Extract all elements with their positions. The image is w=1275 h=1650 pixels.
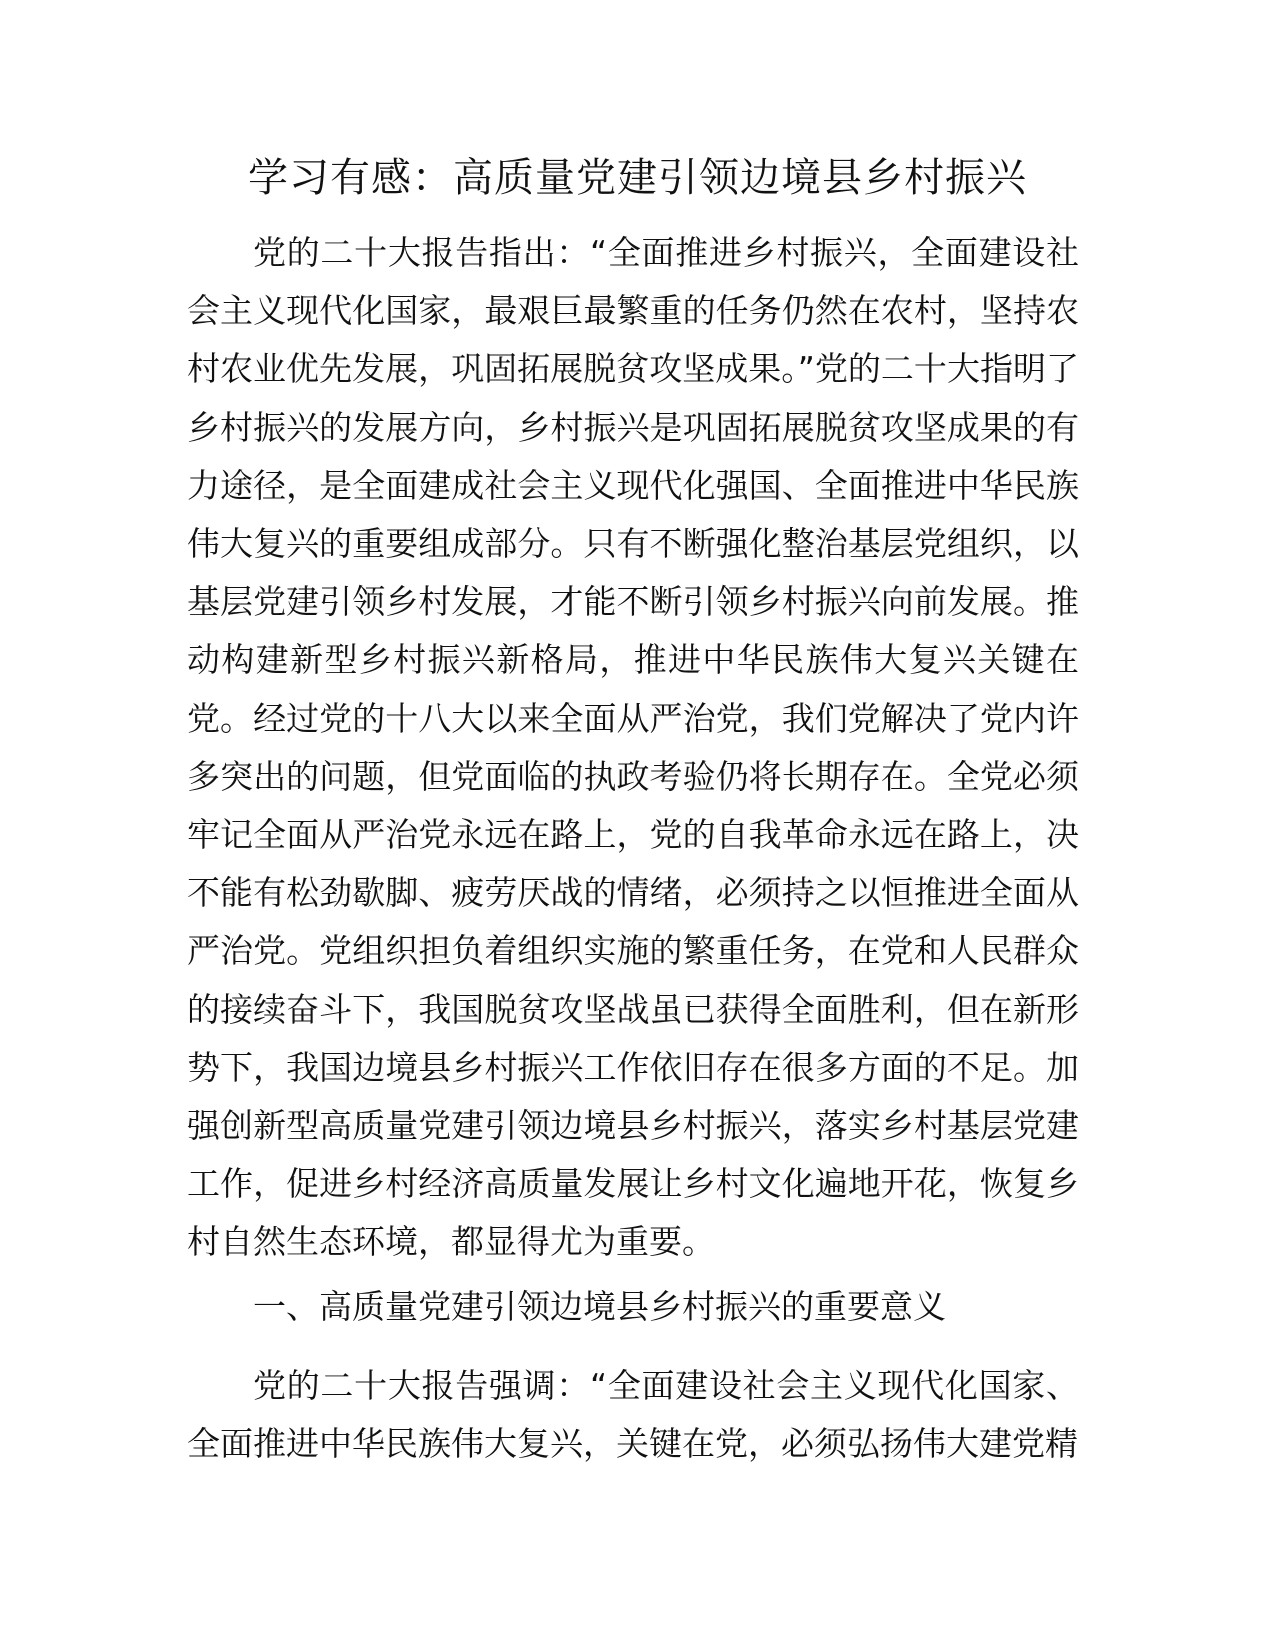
document-title: 学习有感：高质量党建引领边境县乡村振兴 [248, 155, 1027, 201]
body-paragraph-2: 党的二十大报告强调：“全面建设社会主义现代化国家、全面推进中华民族伟大复兴，关键在党，必须弘扬伟大建党精 [187, 1366, 1079, 1464]
section-heading-1: 一、高质量党建引领边境县乡村振兴的重要意义 [253, 1287, 946, 1326]
body-paragraph-1: 党的二十大报告指出：“全面推进乡村振兴，全面建设社会主义现代化国家，最艰巨最繁重的任务仍然在农村，坚持农村农业优先发展，巩固拓展脱贫攻坚成果。”党的二十大指明了乡村振兴的发展方向，乡村振兴是巩固拓展脱贫攻坚成果的有力途径，是全面建成社会主义现代化强国、全面推进中华民族伟大复兴的重要组成部分。只有不断强化整治基层党组织，以基层党建引领乡村发展，才能不断引领乡村振兴向前发展。推动构建新型乡村振兴新格局，推进中华民族伟大复兴关键在党。经过党的十八大以来全面从严治党，我们党解决了党内许多突出的问题，但党面临的执政考验仍将长期存在。全党必须牢记全面从严治党永远在路上，党的自我革命永远在路上，决不能有松劲歇脚、疲劳厌战的情绪，必须持之以恒推进全面从严治党。党组织担负着组织实施的繁重任务，在党和人民群众的接续奋斗下，我国脱贫攻坚战虽已获得全面胜利，但在新形势下，我国边境县乡村振兴工作依旧存在很多方面的不足。加强创新型高质量党建引领边境县乡村振兴，落实乡村基层党建工作，促进乡村经济高质量发展让乡村文化遍地开花，恢复乡村自然生态环境，都显得尤为重要。 [187, 233, 1079, 1262]
